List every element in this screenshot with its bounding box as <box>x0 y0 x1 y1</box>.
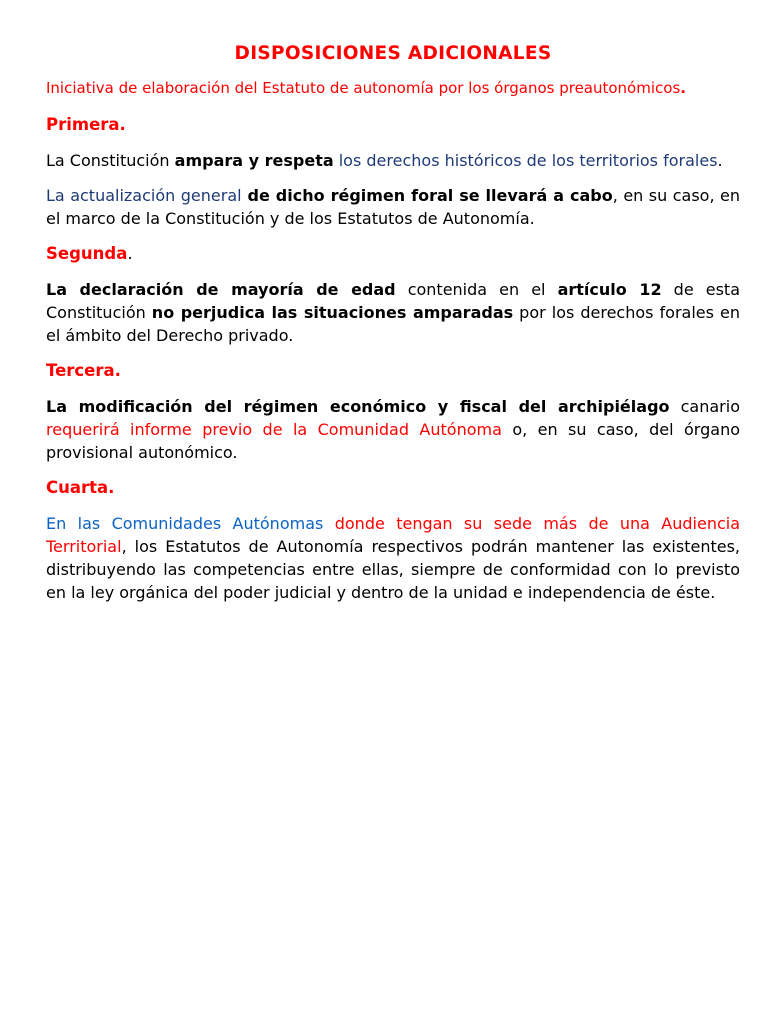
heading-segunda <box>46 242 740 266</box>
bold-span: La declaración de mayoría de edad <box>46 280 396 299</box>
document-subtitle <box>46 76 740 100</box>
red-span: donde tengan su sede más de una Audiencia Territorial <box>46 514 741 556</box>
heading-tercera: Tercera. <box>46 361 121 380</box>
text-span: de esta Constitución <box>46 280 740 322</box>
subtitle-text: Iniciativa de elaboración del Estatuto de autonomía por los órganos preautonómicos <box>46 79 681 97</box>
red-span: requerirá informe previo de la Comunidad Autónoma <box>46 420 502 439</box>
bold-span: ampara y respeta <box>174 151 334 170</box>
text-span: La Constitución <box>46 151 175 170</box>
paragraph-primera-1 <box>46 149 740 172</box>
paragraph-tercera-1 <box>46 395 740 464</box>
text-span: canario <box>669 397 740 416</box>
bold-span: no perjudica las situaciones amparadas <box>151 303 514 322</box>
heading-segunda-period: . <box>127 244 133 263</box>
text-span: o, en su caso, del órgano provisional autonómico. <box>46 420 740 462</box>
text-span: . <box>717 151 723 170</box>
bold-span: La modificación del régimen económico y fiscal del archipiélago <box>46 397 670 416</box>
bold-span: artículo 12 <box>557 280 662 299</box>
navy-span: La actualización general <box>46 186 242 205</box>
bold-span: de dicho régimen foral se llevará a cabo <box>241 186 613 205</box>
heading-cuarta: Cuarta. <box>46 478 115 497</box>
document-page <box>46 40 740 616</box>
navy-span: los derechos históricos de los territorios forales <box>338 151 718 170</box>
text-span: por los derechos forales en el ámbito del Derecho privado. <box>46 303 741 345</box>
blue-span: En las Comunidades Autónomas <box>46 514 324 533</box>
text-span: , en su caso, en el marco de la Constitución y de los Estatutos de Autonomía. <box>46 186 741 228</box>
text-span <box>323 514 334 533</box>
paragraph-segunda-1 <box>46 278 740 347</box>
document-title: DISPOSICIONES ADICIONALES <box>234 43 552 64</box>
paragraph-cuarta-1 <box>46 512 740 604</box>
heading-segunda-text: Segunda <box>46 244 128 263</box>
heading-primera: Primera. <box>46 115 126 134</box>
paragraph-primera-2 <box>46 184 740 230</box>
text-span: , los Estatutos de Autonomía respectivos podrán mantener las existentes, distribuyendo las competencias entre ellas, siempre de conformidad con lo previsto en la ley orgánica del poder judicial y dentro de la unidad e independencia de éste. <box>46 537 740 602</box>
subtitle-period: . <box>680 79 686 97</box>
text-span: contenida en el <box>395 280 558 299</box>
